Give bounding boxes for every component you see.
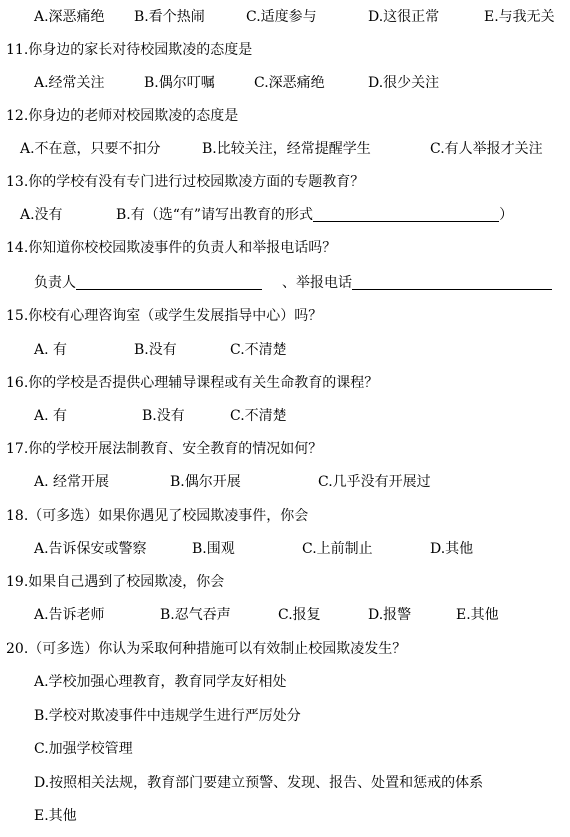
q11-text: 11.你身边的家长对待校园欺凌的态度是: [6, 42, 253, 58]
q10-option-e: E.与我无关: [484, 9, 555, 25]
q19-option-d: D.报警: [368, 607, 412, 623]
q19-text: 19.如果自己遇到了校园欺凌，你会: [6, 574, 225, 590]
q15-option-a: A. 有: [34, 342, 68, 358]
q20-option-c: C.加强学校管理: [34, 741, 133, 757]
q14-person-label: 负责人: [34, 275, 76, 291]
q13-option-b: [116, 200, 513, 230]
q14-text: 14.你知道你校校园欺凌事件的负责人和举报电话吗？: [6, 240, 337, 256]
q14-fields: [0, 268, 570, 298]
q15-options: [0, 335, 570, 365]
q16-option-b: B.没有: [142, 408, 185, 424]
q12-text: 12.你身边的老师对校园欺凌的态度是: [6, 108, 239, 124]
q20-option-a: A.学校加强心理教育，教育同学友好相处: [34, 674, 287, 690]
q20-text: 20.（可多选）你认为采取何种措施可以有效制止校园欺凌发生？: [6, 641, 407, 657]
q13-option-a: A.没有: [20, 207, 63, 223]
q11-option-d: D.很少关注: [368, 75, 440, 91]
q17-options: [0, 467, 570, 497]
q11-option-c: C.深恶痛绝: [254, 75, 325, 91]
q15-option-c: C.不清楚: [230, 342, 287, 358]
q10-options: [0, 2, 570, 32]
q19-option-e: E.其他: [456, 607, 499, 623]
q15-option-b: B.没有: [134, 342, 177, 358]
q18-option-c: C.上前制止: [302, 541, 373, 557]
q18-option-a: A.告诉保安或警察: [34, 541, 147, 557]
q18-option-d: D.其他: [430, 541, 474, 557]
q13-close-paren: ）: [499, 207, 514, 223]
q18-text: 18.（可多选）如果你遇见了校园欺凌事件，你会: [6, 508, 309, 524]
q17-text: 17.你的学校开展法制教育、安全教育的情况如何？: [6, 441, 323, 457]
q14-phone-field: [282, 268, 552, 298]
q17-option-c: C.几乎没有开展过: [318, 474, 431, 490]
q16-options: [0, 401, 570, 431]
q10-option-b: B.看个热闹: [134, 9, 205, 25]
q17-option-a: A. 经常开展: [34, 474, 110, 490]
q13-options: [0, 200, 570, 230]
q10-option-d: D.这很正常: [368, 9, 440, 25]
q11-option-b: B.偶尔叮嘱: [144, 75, 215, 91]
q12-option-a: A.不在意，只要不扣分: [20, 141, 161, 157]
q19-option-a: A.告诉老师: [34, 607, 105, 623]
q12-option-c: C.有人举报才关注: [430, 141, 543, 157]
q15-text: 15.你校有心理咨询室（或学生发展指导中心）吗？: [6, 308, 323, 324]
q16-text: 16.你的学校是否提供心理辅导课程或有关生命教育的课程？: [6, 375, 379, 391]
q20-option-e: E.其他: [34, 808, 77, 824]
q19-options: [0, 600, 570, 630]
q11-option-a: A.经常关注: [34, 75, 105, 91]
q19-option-b: B.忍气吞声: [160, 607, 231, 623]
q14-person-blank[interactable]: [76, 271, 262, 290]
q14-person-field: [34, 268, 262, 298]
q18-option-b: B.围观: [192, 541, 235, 557]
q13-option-b-label: B.有（选“有”请写出教育的形式: [116, 207, 314, 223]
q14-phone-label: 、举报电话: [282, 275, 352, 291]
q20-option-d: D.按照相关法规，教育部门要建立预警、发现、报告、处置和惩戒的体系: [34, 775, 484, 791]
q20-option-b: B.学校对欺凌事件中违规学生进行严厉处分: [34, 708, 301, 724]
q17-option-b: B.偶尔开展: [170, 474, 241, 490]
q12-options: [0, 134, 570, 164]
q13-form-blank[interactable]: [313, 203, 499, 222]
q16-option-a: A. 有: [34, 408, 68, 424]
q18-options: [0, 534, 570, 564]
q16-option-c: C.不清楚: [230, 408, 287, 424]
q14-phone-blank[interactable]: [352, 271, 552, 290]
q19-option-c: C.报复: [278, 607, 321, 623]
q12-option-b: B.比较关注，经常提醒学生: [202, 141, 371, 157]
q10-option-a: A.深恶痛绝: [34, 9, 105, 25]
q13-text: 13.你的学校有没有专门进行过校园欺凌方面的专题教育？: [6, 174, 365, 190]
q11-options: [0, 68, 570, 98]
q10-option-c: C.适度参与: [246, 9, 317, 25]
